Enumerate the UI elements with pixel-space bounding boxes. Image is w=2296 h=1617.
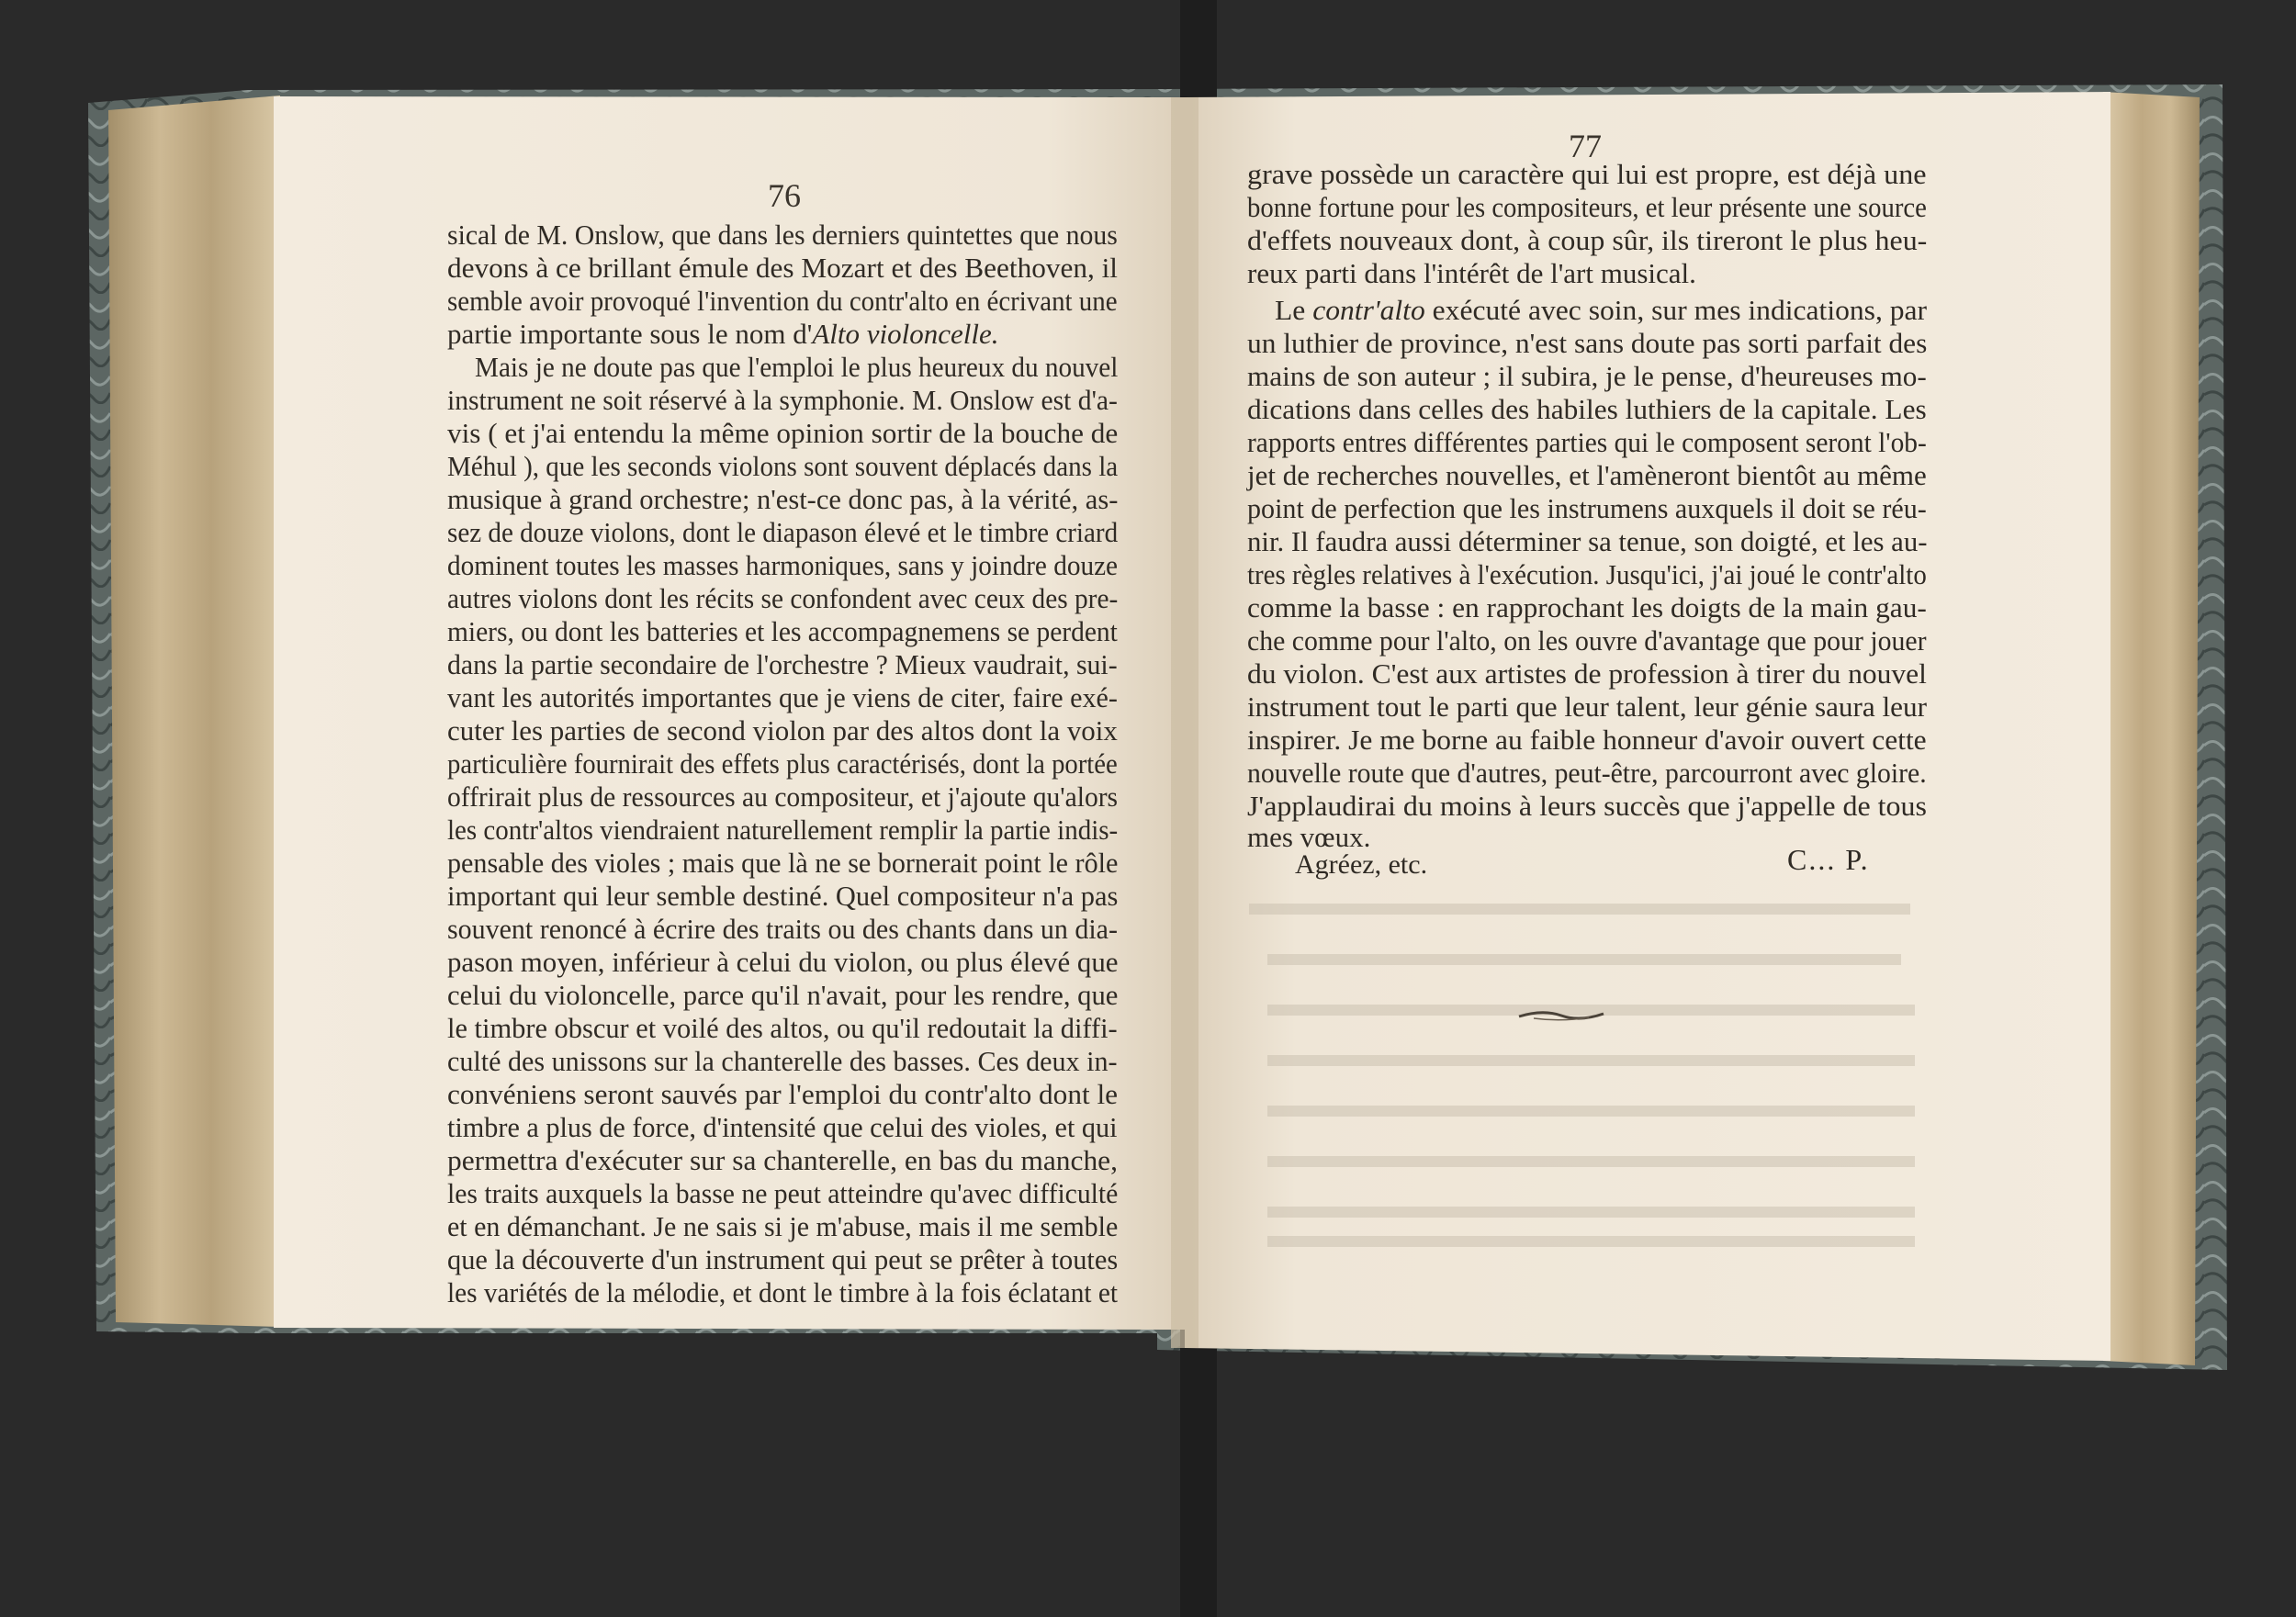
divider-ornament [1515,1005,1607,1024]
text-line: et en démanchant. Je ne sais si je m'abuse, mais il me semble [447,1210,1119,1242]
text-line: les contr'altos viendraient naturellement remplir la partie indis- [447,814,1119,846]
text-line: instrument tout le parti que leur talent, leur génie saura leur [1247,691,1927,723]
text-line: un luthier de province, n'est sans doute pas sorti parfait des [1247,327,1928,359]
page-number-right: 77 [1569,128,1602,164]
text-line: miers, ou dont les batteries et les accompagnemens se perdent [447,615,1118,647]
text-line: d'effets nouveaux dont, à coup sûr, ils tireront le plus heu- [1247,224,1928,256]
signature: C... P. [1787,843,1870,876]
text-line: culté des unissons sur la chanterelle des basses. Ces deux in- [447,1045,1118,1077]
text-line: vant les autorités importantes que je viens de citer, faire exé- [447,681,1118,713]
text-line: pensable des violes ; mais que là ne se bornerait point le rôle [447,847,1119,879]
text-line: celui du violoncelle, parce qu'il n'avait, pour les rendre, que [447,979,1119,1011]
text-line: timbre a plus de force, d'intensité que celui des violes, et qui [447,1111,1118,1143]
text-line: que la découverte d'un instrument qui peut se prêter à toutes [447,1243,1119,1275]
text-line: cuter les parties de second violon par des altos dont la voix [447,714,1118,747]
text-run: Le [1275,294,1313,326]
text-line: mes vœux. [1247,821,1371,853]
text-line: bonne fortune pour les compositeurs, et leur présente une source [1247,191,1927,223]
text-line [1275,294,1927,326]
text-line: rapports entres différentes parties qui le composent seront l'ob- [1247,426,1927,458]
right-page [1185,0,2195,1617]
text-line: reux parti dans l'intérêt de l'art musical. [1247,257,1696,289]
text-line: sez de douze violons, dont le diapason élevé et le timbre criard [447,516,1119,548]
text-line: comme la basse : en rapprochant les doigts de la main gau- [1247,591,1927,623]
right-page-text [1247,158,1927,893]
text-line: les traits auxquels la basse ne peut atteindre qu'avec difficulté [447,1177,1119,1209]
text-line: inspirer. Je me borne au faible honneur d'avoir ouvert cette [1247,724,1927,756]
italic-word: contr'alto [1312,294,1425,326]
text-line: devons à ce brillant émule des Mozart et des Beethoven, il [447,252,1118,284]
text-line: J'applaudirai du moins à leurs succès que j'appelle de tous [1247,790,1927,822]
text-line: du violon. C'est aux artistes de profession à tirer du nouvel [1247,657,1927,690]
text-line: Mais je ne doute pas que l'emploi le plus heureux du nouvel [475,351,1119,383]
text-line: le timbre obscur et voilé des altos, ou qu'il redoutait la diffi- [447,1012,1118,1044]
left-page-text [447,219,1119,1308]
italic-phrase: Alto violoncelle. [812,318,999,350]
text-line: tres règles relatives à l'exécution. Jusqu'ici, j'ai joué le contr'alto [1247,558,1927,590]
text-line: convéniens seront sauvés par l'emploi du contr'alto dont le [447,1078,1119,1110]
text-line: semble avoir provoqué l'invention du contr'alto en écrivant une [447,285,1118,317]
text-line: dominent toutes les masses harmoniques, sans y joindre douze [447,549,1119,581]
text-run: exécuté avec soin, sur mes indications, par [1424,294,1928,326]
text-line: vis ( et j'ai entendu la même opinion sortir de la bouche de [447,417,1119,449]
text-line: autres violons dont les récits se confondent avec ceux des pre- [447,582,1119,614]
text-line: dans la partie secondaire de l'orchestre ? Mieux vaudrait, sui- [447,648,1118,680]
text-line: nouvelle route que d'autres, peut-être, parcourront avec gloire. [1247,757,1927,789]
text-line: grave possède un caractère qui lui est propre, est déjà une [1247,158,1927,190]
text-line: permettra d'exécuter sur sa chanterelle, en bas du manche, [447,1144,1118,1176]
text-line: pason moyen, inférieur à celui du violon, ou plus élevé que [447,946,1119,978]
page-number-left: 76 [768,177,801,214]
text-line: point de perfection que les instrumens auxquels il doit se réu- [1247,492,1927,524]
text-line: particulière fournirait des effets plus caractérisés, dont la portée [447,747,1118,780]
text-line: important qui leur semble destiné. Quel compositeur n'a pas [447,880,1119,912]
text-line: instrument ne soit réservé à la symphonie. M. Onslow est d'a- [447,384,1118,416]
text-line [447,318,998,350]
text-line: mains de son auteur ; il subira, je le pense, d'heureuses mo- [1247,360,1927,392]
text-line: musique à grand orchestre; n'est-ce donc pas, à la vérité, as- [447,483,1119,515]
text-line: les variétés de la mélodie, et dont le timbre à la fois éclatant et [447,1276,1119,1308]
text-line: dications dans celles des habiles luthiers de la capitale. Les [1247,393,1927,425]
text-line: nir. Il faudra aussi déterminer sa tenue, son doigté, et les au- [1247,525,1928,557]
text-line: souvent renoncé à écrire des traits ou des chants dans un dia- [447,913,1118,945]
text-line: sical de M. Onslow, que dans les derniers quintettes que nous [447,219,1118,251]
text-run: partie importante sous le nom d' [447,318,813,350]
text-line: offrirait plus de ressources au compositeur, et j'ajoute qu'alors [447,780,1119,813]
text-line: che comme pour l'alto, on les ouvre d'avantage que pour jouer [1247,624,1927,657]
text-line: Méhul ), que les seconds violons sont souvent déplacés dans la [447,450,1119,482]
text-line: jet de recherches nouvelles, et l'amèneront bientôt au même [1247,459,1927,491]
closing-salutation: Agréez, etc. [1295,849,1428,880]
